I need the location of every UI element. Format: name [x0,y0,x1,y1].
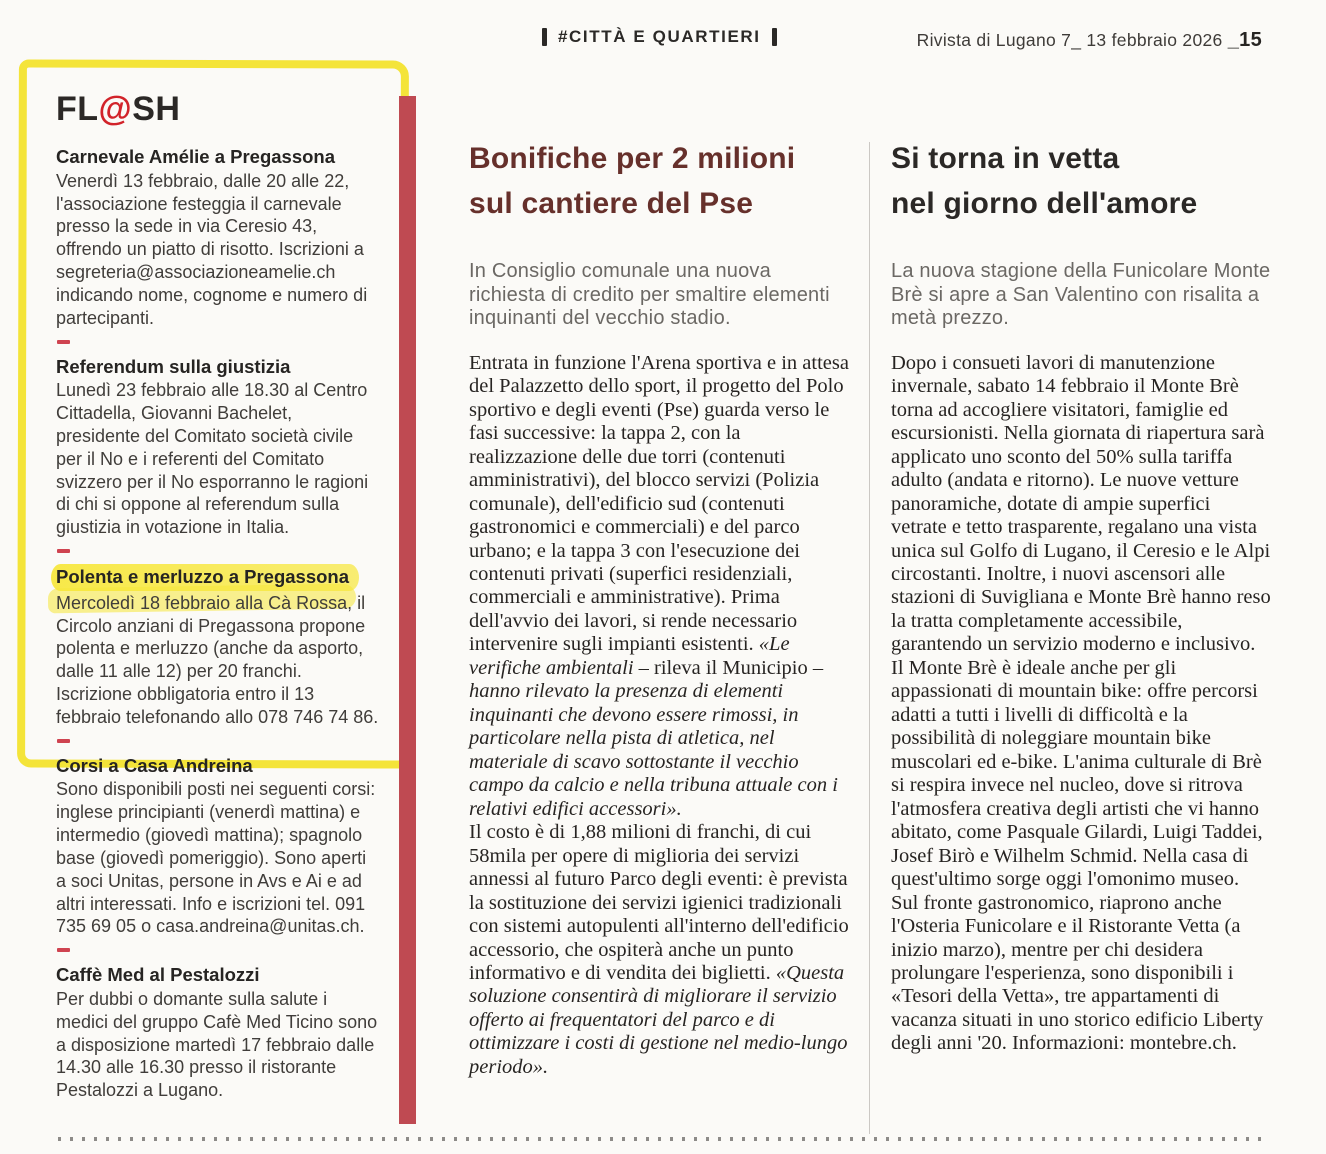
bottom-dotted-rule [58,1137,1270,1141]
flash-logo [56,88,380,131]
flash-column [56,88,380,1102]
section-tag-label: #CITTÀ E QUARTIERI [558,27,761,46]
flash-item-body: Mercoledì 18 febbraio alla Cà Rossa, il Circolo anziani di Pregassona propone polenta e merluzzo (anche da asporto, dalle 11 alle 12) per 20 franchi. Iscrizione obbligatoria entro il 13 febbraio telefonando allo 078 746 74 86. [56,592,379,727]
issue-text: Rivista di Lugano 7_ 13 febbraio 2026 [916,30,1228,50]
article-title-line2: sul cantiere del Pse [469,187,754,220]
body-paragraph: Dopo i consueti lavori di manutenzione invernale, sabato 14 febbraio il Monte Brè torna ad accogliere visitatori, famiglie ed escursionisti. Nella giornata di riapertura sarà applicato uno sconto del 50% sulla tariffa adulto (andata e ritorno). Le nuove vetture panoramiche, dotate di ampie superfici vetrate e tetto trasparente, regalano una vista unica sul Golfo di Lugano, il Ceresio e le Alpi circostanti. Inoltre, i nuovi ascensori alle stazioni di Suvigliana e Monte Brè hanno reso la tratta completamente accessibile, garantendo un servizio moderno e inclusivo. Il Monte Brè è ideale anche per gli appassionati di mountain bike: offre percorsi adatti a tutti i livelli di difficoltà e la possibilità di noleggiare mountain bike muscolari ed e-bike. L'anima culturale di Brè si respira invece nel nucleo, dove si ritrova l'atmosfera creativa degli artisti che vi hanno abitato, come Pasquale Gilardi, Luigi Taddei, Josef Birò e Wilhelm Schmid. Nella casa di quest'ultimo sorge oggi l'omonimo museo. Sul fronte gastronomico, riaprono anche l'Osteria Funicolare e il Ristorante Vetta (a inizio marzo), mentre per chi desidera prolungare l'esperienza, sono disponibili i «Tesori della Vetta», tre appartamenti di vacanza situati in uno storico edificio Liberty degli anni '20. Informazioni: montebre.ch. [891,351,1271,1055]
body-paragraph [469,821,849,1079]
body-quote-segment: «Questa soluzione consentirà di migliorare il servizio offerto ai frequentatori del parco e di ottimizzare i costi di gestione nel medio-lungo periodo». [469,961,848,1078]
article-title [891,136,1271,226]
flash-item-heading [56,564,380,590]
flash-item-caffe-med [56,963,380,1102]
article-lead: In Consiglio comunale una nuova richiesta di credito per smaltire elementi inquinanti del vecchio stadio. [469,260,830,330]
body-text-segment: Il costo è di 1,88 milioni di franchi, di cui 58mila per opere di miglioria dei servizi annessi al futuro Parco degli eventi: è prevista la sostituzione dei servizi igienici tradizionali con sistemi autopulenti all'interno dell'edificio accessorio, che ospiterà anche un punto informativo e di vendita dei biglietti. [469,821,849,984]
flash-item-heading: Corsi a Casa Andreina [56,754,253,776]
article-vetta-column [891,136,1271,1056]
flash-item-body: Per dubbi o domante sulla salute i medici del gruppo Cafè Med Ticino sono a disposizione martedì 17 febbraio dalle 14.30 alle 16.30 presso il ristorante Pestalozzi a Lugano. [56,988,378,1101]
article-body [469,352,849,1080]
flash-item-carnevale [56,145,380,330]
article-title-line1: Bonifiche per 2 milioni [469,142,796,175]
header-bar-left-icon [542,28,547,46]
flash-item-heading: Referendum sulla giustizia [56,355,291,377]
item-separator-dash [57,549,70,553]
red-column-rule [399,96,416,1124]
flash-logo-at-icon: @ [98,90,133,128]
flash-item-polenta [56,564,380,729]
column-divider-rule [869,142,870,1134]
body-text-segment: Entrata in funzione l'Arena sportiva e in attesa del Palazzetto dello sport, il progetto del Polo sportivo e degli eventi (Pse) guarda verso le fasi successive: la tappa 2, con la realizzazione delle due torri (contenuti amministrativi), del blocco servizi (Polizia comunale), dell'edificio sud (contenuti gastronomici e commerciali) e del parco urbano; e la tappa 3 con l'esecuzione dei contenuti privati (superfici residenziali, commerciali e amministrative). Prima dell'avvio dei lavori, si rende necessario intervenire sugli impianti esistenti. [469,351,849,656]
item-separator-dash [57,739,70,743]
article-title [469,136,849,226]
item-separator-dash [57,948,70,952]
article-lead: La nuova stagione della Funicolare Monte Brè si apre a San Valentino con risalita a metà prezzo. [891,260,1271,330]
section-header [542,27,777,47]
article-title-line2: nel giorno dell'amore [891,187,1198,220]
page-number: _15 [1227,29,1262,51]
body-quote-segment: hanno rilevato la presenza di elementi inquinanti che devono essere rimossi, in particolare nella pista di atletica, nel materiale di scavo sottostante il vecchio campo da calcio e nella tribuna attuale con i relativi edifici accessori». [469,680,838,820]
flash-logo-post: SH [132,90,181,128]
flash-item-referendum [56,355,380,540]
article-title-line1: Si torna in vetta [891,142,1120,175]
flash-item-heading: Caffè Med al Pestalozzi [56,964,260,986]
body-text-segment: – rileva il Municipio – [633,656,824,679]
flash-item-body: Sono disponibili posti nei seguenti corsi: inglese principianti (venerdì mattina) e intermedio (giovedì mattina); spagnolo base (giovedì pomeriggio). Sono aperti a soci Unitas, persone in Avs e Ai e ad altri interessati. Info e iscrizioni tel. 091 735 69 05 o casa.andreina@unitas.ch. [56,779,376,937]
header-bar-right-icon [772,28,777,46]
issue-info [917,29,1262,52]
flash-item-heading: Carnevale Amélie a Pregassona [56,146,336,168]
body-paragraph [469,352,849,821]
flash-item-corsi [56,754,380,939]
highlighted-heading: Polenta e merluzzo a Pregassona [51,564,359,590]
flash-logo-pre: FL [56,90,99,128]
body-quote-segment: «Le verifiche ambientali [469,633,790,679]
flash-item-body: Lunedì 23 febbraio alle 18.30 al Centro Cittadella, Giovanni Bachelet, presidente del Comitato società civile per il No e i referenti del Comitato svizzero per il No esporranno le ragioni di chi si oppone al referendum sulla giustizia in votazione in Italia. [56,380,369,538]
item-separator-dash [57,340,70,344]
flash-item-body: Venerdì 13 febbraio, dalle 20 alle 22, l'associazione festeggia il carnevale presso la sede in via Ceresio 43, offrendo un piatto di risotto. Iscrizioni a segreteria@associazioneamelie.ch indicando nome, cognome e numero di partecipanti. [56,170,368,328]
article-pse-column [469,136,849,1079]
article-body [891,352,1271,1056]
